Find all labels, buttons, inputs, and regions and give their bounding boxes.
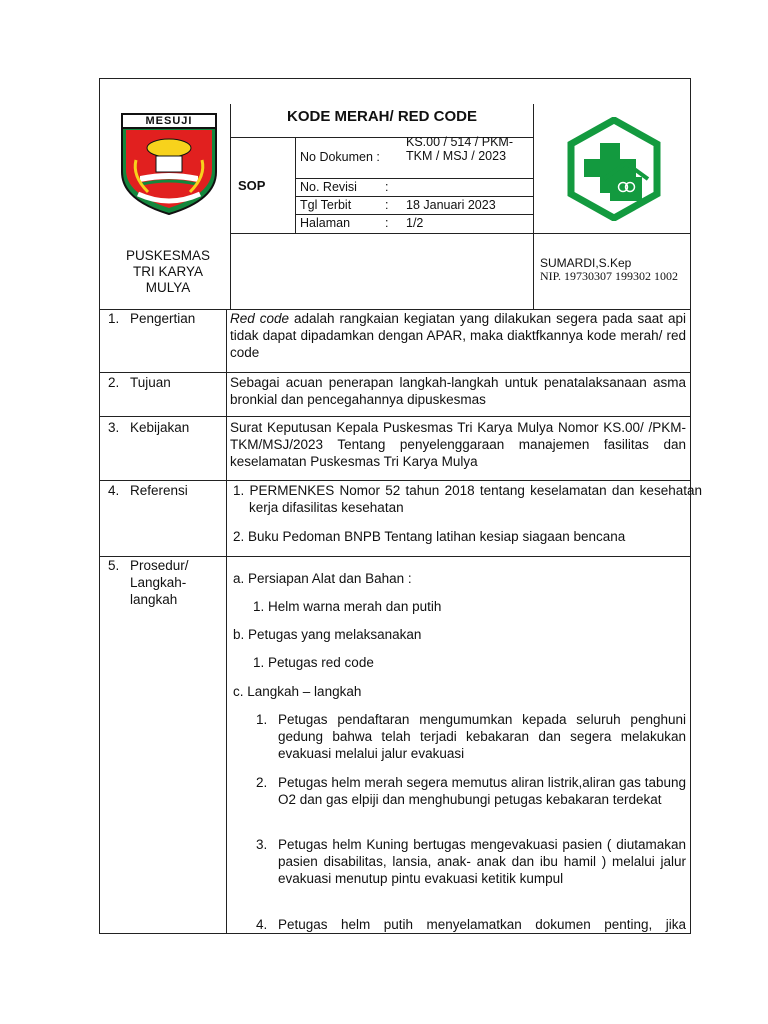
section-number: 2.: [108, 375, 120, 390]
page-title: KODE MERAH/ RED CODE: [286, 108, 477, 125]
section-text-pengertian: Red code adalah rangkaian kegiatan yang dilakukan segera pada saat api tidak dapat dipadamkan dengan APAR, maka diaktfkannya kode merah/ red code: [230, 311, 686, 360]
field-value-no-dokumen: KS.00 / 514 / PKM-TKM / MSJ / 2023: [406, 135, 513, 163]
logo-text: MESUJI: [145, 115, 193, 127]
divider: [230, 104, 231, 309]
divider: [533, 104, 534, 309]
field-label-no-dokumen: No Dokumen :: [300, 150, 380, 164]
section-text-kebijakan: Surat Keputusan Kepala Puskesmas Tri Karya Mulya Nomor KS.00/ /PKM-TKM/MSJ/2023 Tentang penyelenggaraan manajemen fasilitas dan keselamatan Puskesmas Tri Karya Mulya: [230, 420, 686, 469]
divider: [100, 480, 690, 481]
clinic-name: PUSKESMAS TRI KARYA MULYA: [125, 248, 211, 295]
step-text: Petugas helm merah segera memutus aliran listrik,aliran gas tabung O2 dan gas elpiji dan menghubungi petugas kebakaran terdekat: [278, 775, 686, 807]
signer-nip: NIP. 19730307 199302 1002: [540, 269, 679, 283]
field-label-halaman: Halaman: [300, 216, 351, 230]
divider: [100, 416, 690, 417]
section-text-tujuan: Sebagai acuan penerapan langkah-langkah untuk penatalaksanaan asma bronkial dan pencegahannya dipuskesmas: [230, 375, 686, 407]
signer-name: SUMARDI,S.Kep: [540, 256, 632, 270]
reference-item: 1. PERMENKES Nomor 52 tahun 2018 tentang keselamatan dan kesehatan kerja difasilitas kesehatan: [233, 483, 702, 515]
section-number: 3.: [108, 420, 120, 435]
step-text: Petugas pendaftaran mengumumkan kepada seluruh penghuni gedung bahwa telah terjadi kebakaran dan segera melakukan evakuasi melalui jalur evakuasi: [278, 712, 686, 761]
divider: [230, 233, 690, 234]
divider: [295, 178, 533, 179]
field-label-no-revisi: No. Revisi: [300, 180, 357, 194]
procedure-item: 1. Petugas red code: [253, 655, 374, 670]
field-colon: :: [385, 180, 389, 194]
procedure-subheading: c. Langkah – langkah: [233, 684, 362, 699]
mesuji-logo: [118, 112, 220, 216]
step-text: Petugas helm putih menyelamatkan dokumen penting, jika: [278, 917, 686, 932]
step-number: 4.: [256, 917, 268, 932]
section-label-pengertian: Pengertian: [130, 311, 196, 326]
procedure-subheading: a. Persiapan Alat dan Bahan :: [233, 571, 412, 586]
field-label-tgl-terbit: Tgl Terbit: [300, 198, 352, 212]
step-number: 1.: [256, 712, 268, 727]
field-colon: :: [385, 216, 389, 230]
procedure-subheading: b. Petugas yang melaksanakan: [233, 627, 422, 642]
divider: [295, 196, 533, 197]
puskesmas-logo: [566, 117, 662, 221]
reference-item: 2. Buku Pedoman BNPB Tentang latihan kesiap siagaan bencana: [233, 529, 626, 544]
section-label-tujuan: Tujuan: [130, 375, 171, 390]
step-text: Petugas helm Kuning bertugas mengevakuasi pasien ( diutamakan pasien disabilitas, lansia, anak- anak dan ibu hamil ) melalui jalur evakuasi menutup pintu evakuasi ketitik kumpul: [278, 837, 686, 886]
field-value-tgl-terbit: 18 Januari 2023: [406, 198, 496, 212]
divider: [295, 137, 296, 233]
italic-term: Red code: [230, 311, 290, 326]
section-number: 5.: [108, 558, 120, 573]
sop-label: SOP: [238, 178, 266, 193]
section-label-kebijakan: Kebijakan: [130, 420, 190, 435]
section-number: 4.: [108, 483, 120, 498]
section-label-referensi: Referensi: [130, 483, 188, 498]
section-label-prosedur: Prosedur/ Langkah- langkah: [130, 558, 189, 607]
procedure-item: 1. Helm warna merah dan putih: [253, 599, 442, 614]
section-number: 1.: [108, 311, 120, 326]
step-number: 3.: [256, 837, 268, 852]
field-colon: :: [385, 198, 389, 212]
divider: [100, 372, 690, 373]
divider: [295, 214, 533, 215]
step-number: 2.: [256, 775, 268, 790]
divider: [226, 309, 227, 934]
field-value-halaman: 1/2: [406, 216, 424, 230]
